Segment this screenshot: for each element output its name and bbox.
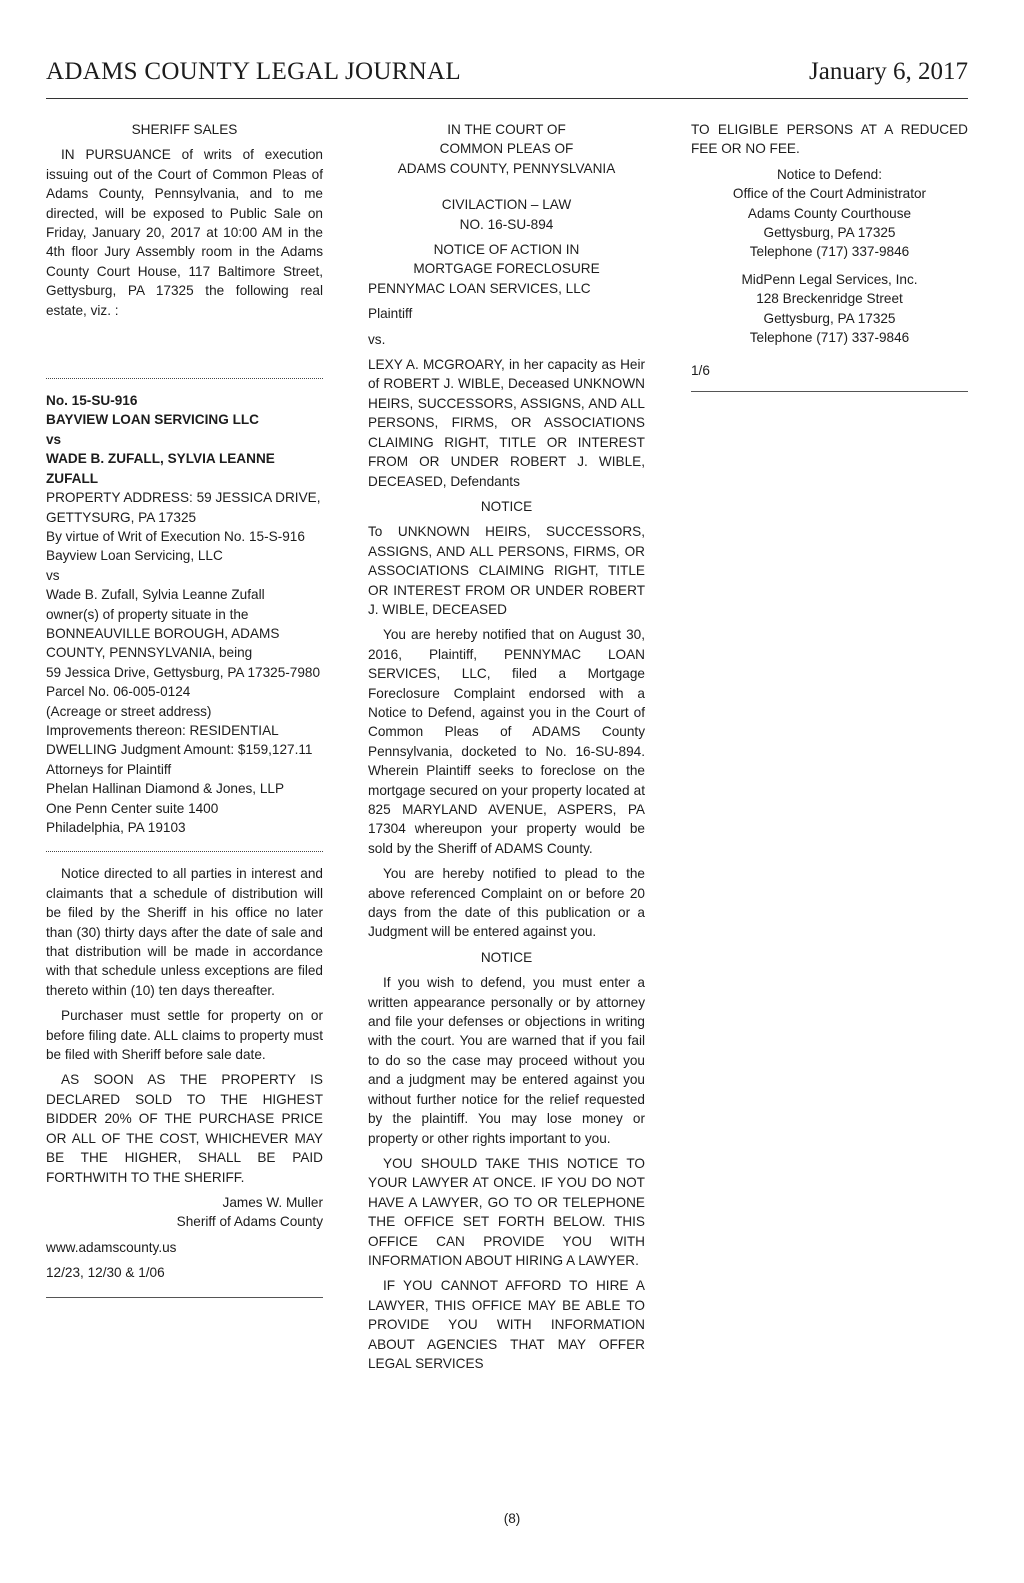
column-left — [46, 120, 323, 1298]
case-defendants: WADE B. ZUFALL, SYLVIA LEANNE ZUFALL — [46, 451, 275, 486]
section-rule — [691, 391, 968, 392]
legal-services-street: 128 Breckenridge Street — [756, 291, 903, 307]
sheriff-sales-title: SHERIFF SALES — [131, 122, 238, 137]
lawyer-paragraph: YOU SHOULD TAKE THIS NOTICE TO YOUR LAWYER AT ONCE. IF YOU DO NOT HAVE A LAWYER, GO TO OR TELEPHONE THE OFFICE SET FORTH BELOW. THIS OFFICE CAN PROVIDE YOU WITH INFORMATION ABOUT HIRING A LAWYER. — [368, 1155, 645, 1268]
page-header — [46, 58, 968, 99]
distribution-notice: Notice directed to all parties in interest and claimants that a schedule of distribution will be filed by the Sheriff in his office no later than (30) thirty days after the date of sale and that distribution will be made in accordance with that schedule unless exceptions are filed thereto within (10) ten days thereafter. — [46, 866, 323, 998]
versus: vs. — [368, 331, 386, 347]
case-vs: vs — [46, 431, 62, 447]
case-plaintiff: BAYVIEW LOAN SERVICING LLC — [46, 412, 259, 428]
sheriff-signature — [46, 1193, 323, 1232]
section-rule — [46, 1297, 323, 1298]
publication-date: 1/6 — [691, 363, 710, 379]
docket-number: NO. 16-SU-894 — [459, 216, 554, 232]
sheriff-name: James W. Muller — [222, 1194, 323, 1210]
issue-date: January 6, 2017 — [809, 58, 968, 85]
plaintiff-label: Plaintiff — [368, 306, 413, 322]
law-firm-address-1: One Penn Center suite 1400 — [46, 800, 219, 816]
notice-of-action-heading — [368, 240, 645, 279]
page-number: (8) — [503, 1511, 521, 1526]
notice-heading: NOTICE — [480, 498, 533, 514]
notice-heading: NOTICE — [480, 949, 533, 965]
legal-services-phone: Telephone (717) 337-9846 — [749, 330, 910, 346]
court-administrator-block — [691, 165, 968, 262]
court-line-1: IN THE COURT OF — [447, 122, 566, 137]
owner-line: owner(s) of property situate in the BONNEAUVILLE BOROUGH, ADAMS COUNTY, PENNSYLVANIA, being — [46, 606, 280, 661]
defendants: LEXY A. MCGROARY, in her capacity as Heir of ROBERT J. WIBLE, Deceased UNKNOWN HEIRS, SUCCESSORS, ASSIGNS, AND ALL PERSONS, FIRMS, OR ASSOCIATIONS CLAIMING RIGHT, TITLE OR INTEREST FROM OR UNDER ROBERT J. WIBLE, DECEASED, Defendants — [368, 357, 645, 489]
acreage-line: (Acreage or street address) — [46, 703, 212, 719]
afford-paragraph: IF YOU CANNOT AFFORD TO HIRE A LAWYER, THIS OFFICE MAY BE ABLE TO PROVIDE YOU WITH INFORMATION ABOUT AGENCIES THAT MAY OFFER LEGAL SERVICES — [368, 1278, 645, 1371]
continued-text: TO ELIGIBLE PERSONS AT A REDUCED FEE OR NO FEE. — [691, 122, 968, 157]
office-city: Gettysburg, PA 17325 — [763, 225, 896, 241]
website: www.adamscounty.us — [46, 1239, 177, 1255]
legal-services-name: MidPenn Legal Services, Inc. — [741, 271, 918, 287]
case-heading — [46, 391, 323, 488]
notice-of-action-line-1: NOTICE OF ACTION IN — [433, 242, 580, 258]
detail-defendants: Wade B. Zufall, Sylvia Leanne Zufall — [46, 587, 265, 603]
complaint-paragraph: You are hereby notified that on August 30, 2016, Plaintiff, PENNYMAC LOAN SERVICES, LLC, filed a Mortgage Foreclosure Complaint endorsed with a Notice to Defend, against you in the Court of Common Pleas of ADAMS County Pennsylvania, docketed to No. 16-SU-894. Wherein Plaintiff seeks to foreclose on the mortgage secured on your property located at 825 MARYLAND AVENUE, ASPERS, PA 17304 whereupon your property would be sold by the Sheriff of ADAMS County. — [368, 627, 645, 856]
office-name: Office of the Court Administrator — [732, 186, 927, 202]
detail-plaintiff: Bayview Loan Servicing, LLC — [46, 548, 223, 564]
office-phone: Telephone (717) 337-9846 — [749, 244, 910, 260]
law-firm-address-2: Philadelphia, PA 19103 — [46, 820, 186, 835]
plaintiff-name: PENNYMAC LOAN SERVICES, LLC — [368, 280, 591, 296]
purchaser-notice: Purchaser must settle for property on or before filing date. ALL claims to property must be filed with Sheriff before sale date. — [46, 1008, 323, 1063]
sheriff-title: Sheriff of Adams County — [176, 1214, 323, 1230]
court-line-3: ADAMS COUNTY, PENNYSLVANIA — [397, 160, 616, 176]
column-right — [691, 120, 968, 392]
detail-vs: vs — [46, 567, 60, 583]
office-building: Adams County Courthouse — [747, 205, 912, 221]
notice-to-defend-label: Notice to Defend: — [776, 166, 883, 182]
payment-notice: AS SOON AS THE PROPERTY IS DECLARED SOLD TO THE HIGHEST BIDDER 20% OF THE PURCHASE PRICE OR ALL OF THE COST, WHICHEVER MAY BE THE HIGHER, SHALL BE PAID FORTHWITH TO THE SHERIFF. — [46, 1072, 323, 1185]
notice-recipients: To UNKNOWN HEIRS, SUCCESSORS, ASSIGNS, AND ALL PERSONS, FIRMS, OR ASSOCIATIONS CLAIMING RIGHT, TITLE OR INTEREST FROM OR UNDER ROBERT J. WIBLE, DECEASED — [368, 524, 645, 617]
defend-paragraph: If you wish to defend, you must enter a written appearance personally or by attorney and file your defenses or objections in writing with the court. You are warned that if you fail to do so the case may proceed without you and a judgment may be entered against you without further notice for the relief requested by the plaintiff. You may lose money or property or other rights important to you. — [368, 975, 645, 1146]
journal-title: ADAMS COUNTY LEGAL JOURNAL — [46, 58, 461, 85]
publication-dates: 12/23, 12/30 & 1/06 — [46, 1265, 165, 1281]
law-firm: Phelan Hallinan Diamond & Jones, LLP — [46, 781, 285, 797]
parcel-line: 59 Jessica Drive, Gettysburg, PA 17325-7980 Parcel No. 06-005-0124 — [46, 664, 321, 700]
court-heading — [368, 120, 645, 178]
column-middle — [368, 120, 645, 1379]
case-number: No. 15-SU-916 — [46, 393, 138, 409]
court-line-2: COMMON PLEAS OF — [439, 141, 574, 157]
improvements-line: Improvements thereon: RESIDENTIAL DWELLING Judgment Amount: $159,127.11 — [46, 722, 313, 758]
sheriff-sales-intro: IN PURSUANCE of writs of execution issuing out of the Court of Common Pleas of Adams County, Pennsylvania, and to me directed, will be exposed to Public Sale on Friday, January 20, 2017 at 10:00 AM in the 4th floor Jury Assembly room in the Adams County Court House, 117 Baltimore Street, Gettysburg, PA 17325 the following real estate, viz. : — [46, 147, 323, 318]
dotted-divider — [46, 851, 323, 852]
plead-paragraph: You are hereby notified to plead to the above referenced Complaint on or before 20 days from the date of this publication or a Judgment will be entered against you. — [368, 866, 645, 940]
case-details — [46, 488, 323, 837]
legal-services-city: Gettysburg, PA 17325 — [763, 310, 896, 326]
property-address: PROPERTY ADDRESS: 59 JESSICA DRIVE, GETTYSURG, PA 17325 — [46, 490, 321, 525]
writ-line: By virtue of Writ of Execution No. 15-S-916 — [46, 528, 305, 544]
dotted-divider — [46, 378, 323, 379]
attorneys-label: Attorneys for Plaintiff — [46, 761, 172, 777]
civil-action: CIVILACTION – LAW — [441, 197, 572, 213]
legal-services-block — [691, 270, 968, 348]
notice-of-action-line-2: MORTGAGE FORECLOSURE — [413, 261, 600, 277]
action-heading — [368, 195, 645, 234]
